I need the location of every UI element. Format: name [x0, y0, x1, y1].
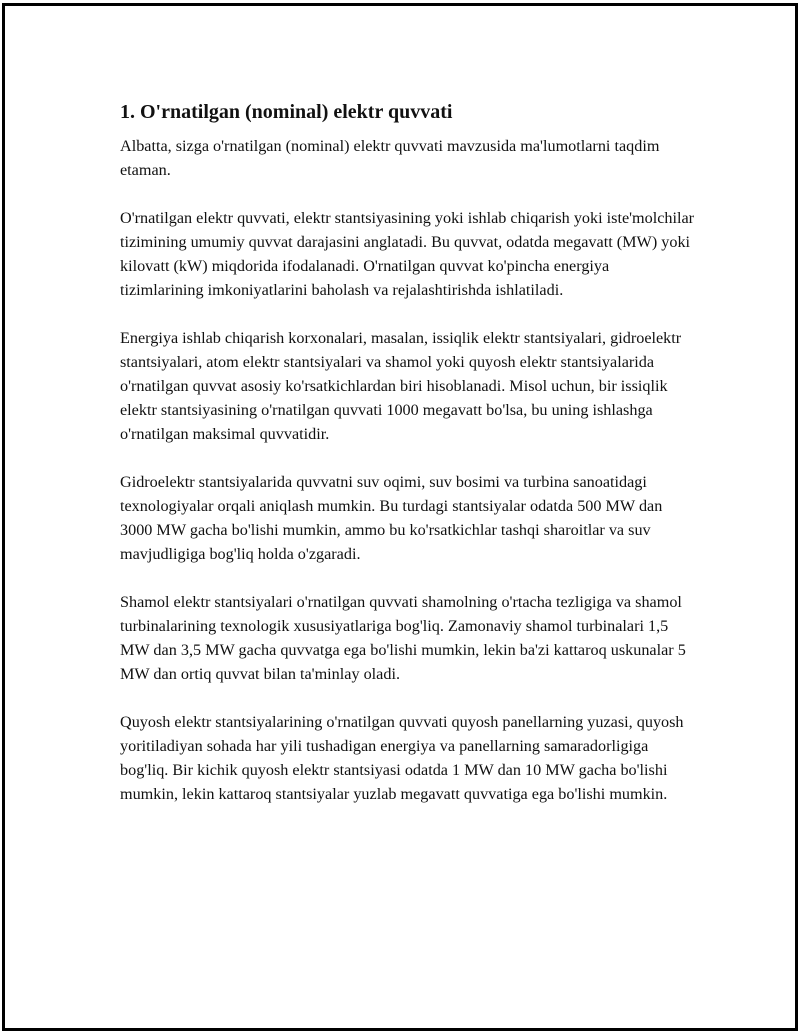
- section-heading: 1. O'rnatilgan (nominal) elektr quvvati: [120, 101, 453, 123]
- page-frame: [2, 3, 798, 1031]
- paragraph-solar: Quyosh elektr stantsiyalarining o'rnatilgan quvvati quyosh panellarning yuzasi, quyosh yoritiladiyan sohada har yili tushadigan energiya va panellarning samaradorligiga bog'liq. Bir kichik quyosh elektr stantsiyasi odatda 1 MW dan 10 MW gacha bo'lishi mumkin, lekin kattaroq stantsiyalar yuzlab megavatt quvvatiga ega bo'lishi mumkin.: [120, 713, 684, 803]
- paragraph-wind: Shamol elektr stantsiyalari o'rnatilgan quvvati shamolning o'rtacha tezligiga va shamol turbinalarining texnologik xususiyatlariga bog'liq. Zamonaviy shamol turbinalari 1,5 MW dan 3,5 MW gacha quvvatga ega bo'lishi mumkin, lekin ba'zi kattaroq uskunalar 5 MW dan ortiq quvvat bilan ta'minlay oladi.: [120, 593, 686, 683]
- paragraph-intro: Albatta, sizga o'rnatilgan (nominal) elektr quvvati mavzusida ma'lumotlarni taqdim etaman.: [120, 137, 660, 179]
- paragraph-hydro: Gidroelektr stantsiyalarida quvvatni suv oqimi, suv bosimi va turbina sanoatidagi texnologiyalar orqali aniqlash mumkin. Bu turdagi stantsiyalar odatda 500 MW dan 3000 MW gacha bo'lishi mumkin, ammo bu ko'rsatkichlar tashqi sharoitlar va suv mavjudligiga bog'liq holda o'zgaradi.: [120, 473, 663, 563]
- paragraph-power-plants: Energiya ishlab chiqarish korxonalari, masalan, issiqlik elektr stantsiyalari, gidroelektr stantsiyalari, atom elektr stantsiyalari va shamol yoki quyosh elektr stantsiyalarida o'rnatilgan quvvat asosiy ko'rsatkichlardan biri hisoblanadi. Misol uchun, bir issiqlik elektr stantsiyasining o'rnatilgan quvvati 1000 megavatt bo'lsa, bu uning ishlashga o'rnatilgan maksimal quvvatidir.: [120, 329, 682, 443]
- paragraph-definition: O'rnatilgan elektr quvvati, elektr stantsiyasining yoki ishlab chiqarish yoki iste'molchilar tizimining umumiy quvvat darajasini anglatadi. Bu quvvat, odatda megavatt (MW) yoki kilovatt (kW) miqdorida ifodalanadi. O'rnatilgan quvvat ko'pincha energiya tizimlarining imkoniyatlarini baholash va rejalashtirishda ishlatiladi.: [120, 209, 695, 299]
- document-body: [120, 98, 695, 830]
